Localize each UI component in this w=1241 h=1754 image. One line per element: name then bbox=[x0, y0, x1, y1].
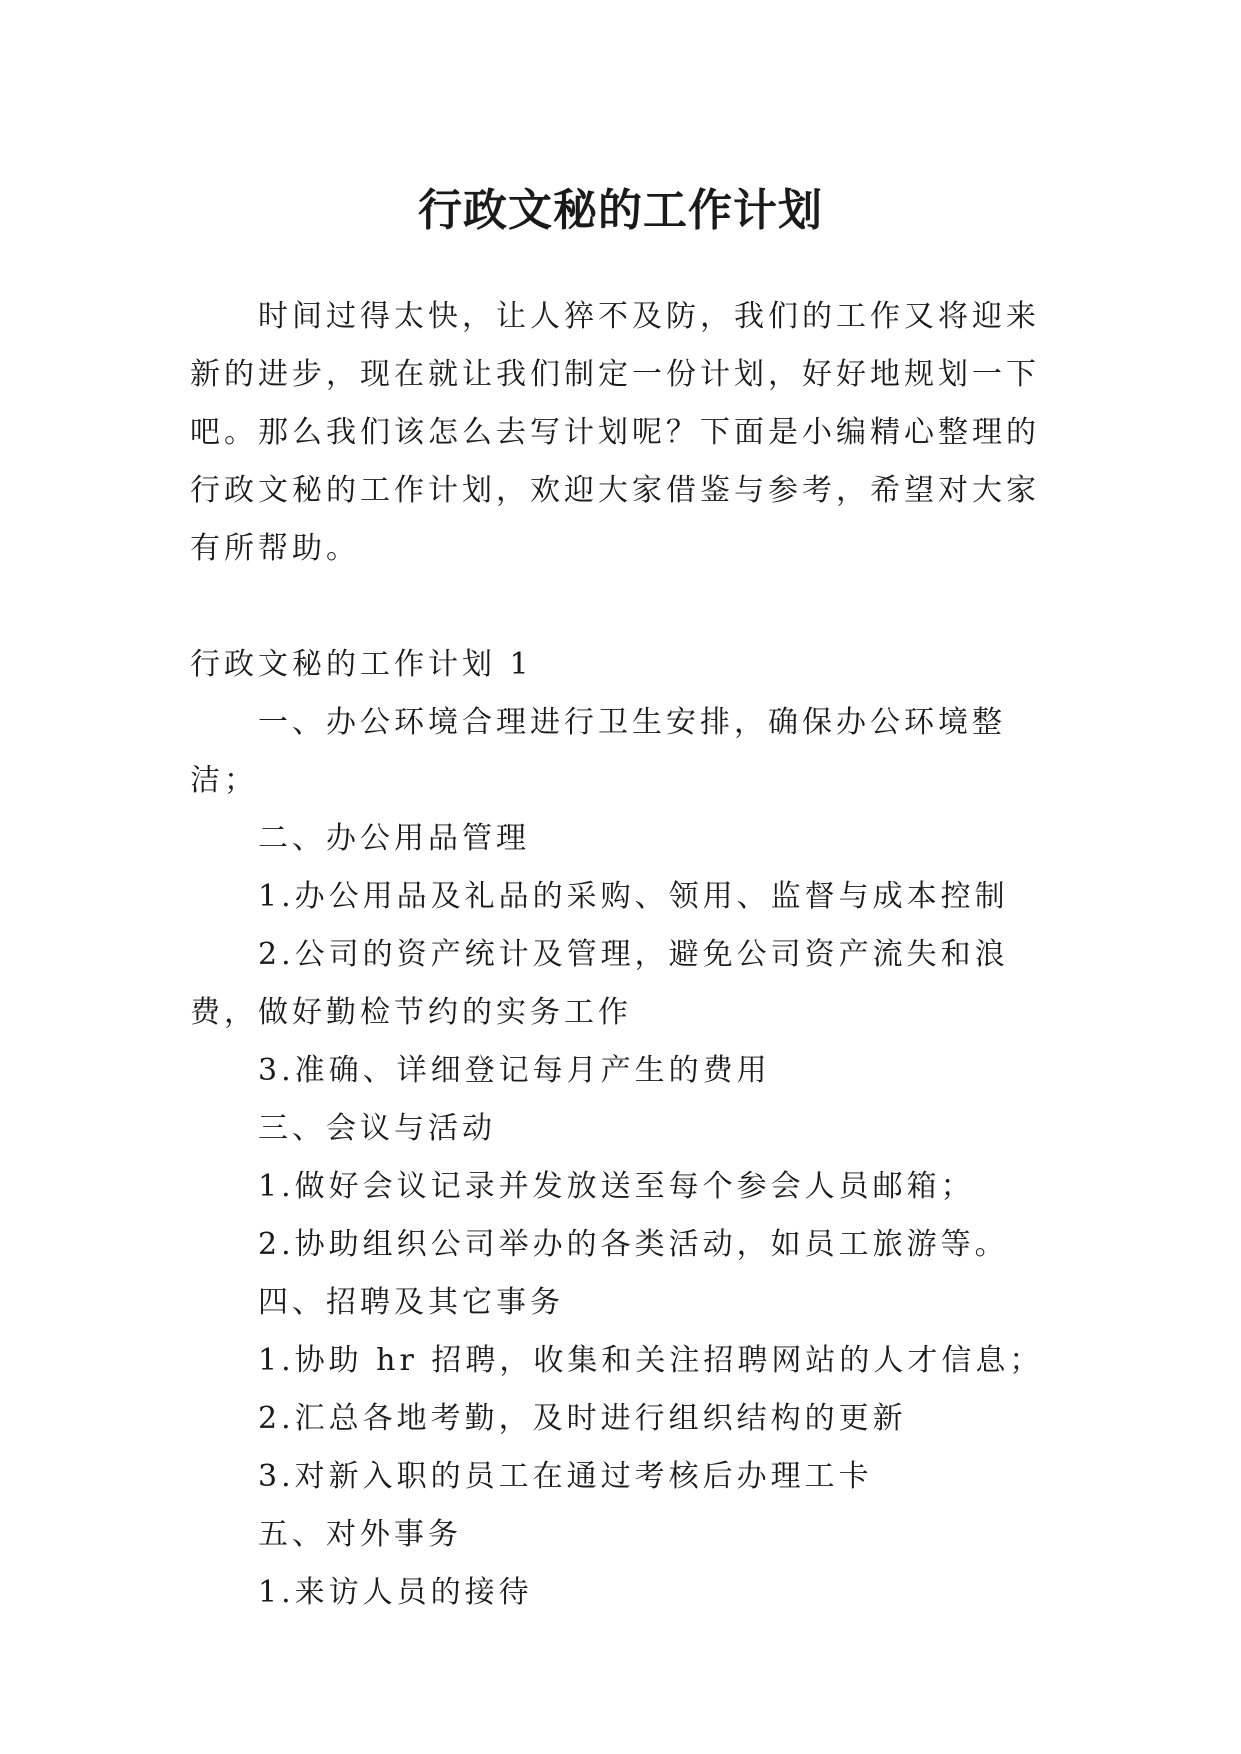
plan-item: 1.做好会议记录并发放送至每个参会人员邮箱； bbox=[258, 1169, 975, 1204]
plan-items bbox=[190, 694, 1070, 1622]
plan-item: 五、对外事务 bbox=[258, 1517, 462, 1552]
plan-item: 1.协助 hr 招聘，收集和关注招聘网站的人才信息； bbox=[258, 1343, 1044, 1378]
plan-item: 3.准确、详细登记每月产生的费用 bbox=[258, 1053, 771, 1088]
plan-item: 1.来访人员的接待 bbox=[258, 1575, 533, 1610]
plan-item: 1.办公用品及礼品的采购、领用、监督与成本控制 bbox=[258, 879, 1009, 914]
intro-paragraph: 时间过得太快，让人猝不及防，我们的工作又将迎来新的进步，现在就让我们制定一份计划，好好地规划一下吧。那么我们该怎么去写计划呢？下面是小编精心整理的行政文秘的工作计划，欢迎大家借鉴与参考，希望对大家有所帮助。 bbox=[190, 299, 1040, 566]
plan-item: 一、办公环境合理进行卫生安排，确保办公环境整洁； bbox=[190, 705, 1006, 798]
plan-item: 2.公司的资产统计及管理，避免公司资产流失和浪费，做好勤检节约的实务工作 bbox=[190, 937, 1009, 1030]
plan-item: 2.协助组织公司举办的各类活动，如员工旅游等。 bbox=[258, 1227, 1009, 1262]
plan-item: 2.汇总各地考勤，及时进行组织结构的更新 bbox=[258, 1401, 907, 1436]
plan-item: 二、办公用品管理 bbox=[258, 821, 530, 856]
plan-item: 三、会议与活动 bbox=[258, 1111, 496, 1146]
document-title: 行政文秘的工作计划 bbox=[418, 185, 823, 237]
section-heading: 行政文秘的工作计划 1 bbox=[190, 647, 533, 682]
plan-item: 四、招聘及其它事务 bbox=[258, 1285, 564, 1320]
plan-item: 3.对新入职的员工在通过考核后办理工卡 bbox=[258, 1459, 873, 1494]
